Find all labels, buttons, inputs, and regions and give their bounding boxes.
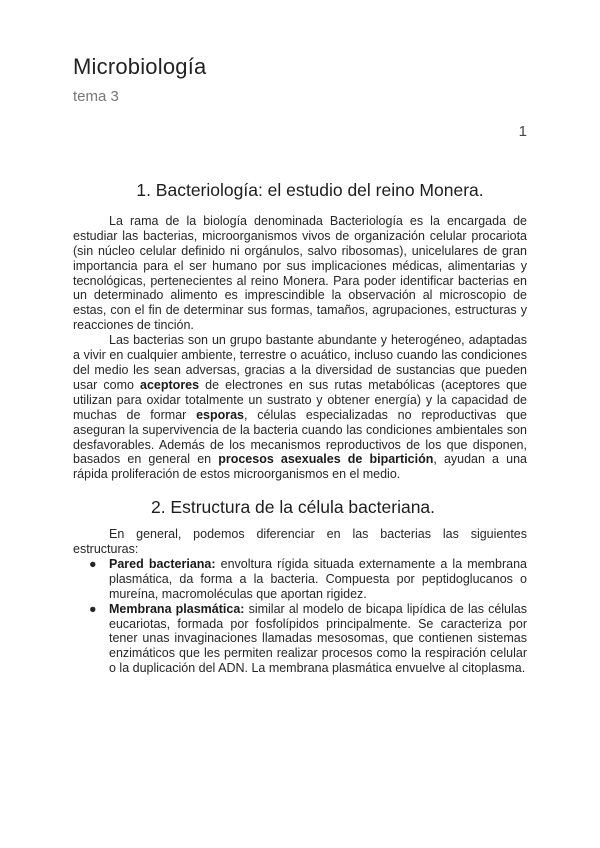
list-item <box>89 601 527 677</box>
document-body <box>73 180 527 676</box>
paragraph-2-text-c: de electrones en sus rutas metabólicas (aceptores que utilizan para oxidar totalmente un sustrato y obtener energía) y la capacidad de muchas de formar <box>73 377 527 422</box>
section-2-intro: En general, podemos diferenciar en las bacterias las siguientes estructuras: <box>73 527 527 557</box>
paragraph-1: La rama de la biología denominada Bacteriología es la encargada de estudiar las bacterias, microorganismos vivos de organización celular procariota (sin núcleo celular definido ni orgánulos, salvo ribosomas), unicelulares de gran importancia para el ser humano por sus implicaciones médicas, alimentarias y tecnológicas, pertenecientes al reino Monera. Para poder identificar bacterias en un determinado alimento es imprescindible la observación al microscopio de estas, con el fin de determinar sus formas, tamaños, agrupaciones, estructuras y reacciones de tinción. <box>73 213 527 333</box>
bold-term-aceptores: aceptores <box>140 377 200 392</box>
structure-list <box>73 557 527 676</box>
list-item-text: similar al modelo de bicapa lipídica de las células eucariotas, formada por fosfolípidos principalmente. Se caracteriza por tener unas invaginaciones llamadas mesosomas, que contienen sistemas enzimáticos que les permiten realizar procesos como la respiración celular o la duplicación del ADN. La membrana plasmática envuelve al citoplasma. <box>109 601 527 676</box>
paragraph-2-text-d: , células especializadas no reproductivas que aseguran la supervivencia de la bacteria cuando las condiciones ambientales son desfavorables. Además de los mecanismos reproductivos de los que disponen, basados en general en <box>73 407 527 467</box>
list-item-term: Pared bacteriana: <box>109 556 216 571</box>
paragraph-2-text-e: , ayudan a una rápida proliferación de estos microorganismos en el medio. <box>73 452 527 482</box>
bold-term-esporas: esporas <box>196 407 245 422</box>
section-heading-1: 1. Bacteriología: el estudio del reino Monera. <box>136 180 484 200</box>
list-item-term: Membrana plasmática: <box>109 601 245 616</box>
page-number: 1 <box>518 123 527 140</box>
bullet-icon: ● <box>89 601 97 616</box>
paragraph-2-text-a: Las bacterias son un grupo bastante abundante y heterogéneo, adaptadas a vivir en cualquier ambiente, terrestre o acuático, incluso cuando las condiciones del medio les sean adversas, gracias a la diversidad de sustancias que pueden usar como <box>73 333 527 392</box>
bullet-icon: ● <box>89 556 97 571</box>
paragraph-2 <box>73 333 527 482</box>
document-subtitle: tema 3 <box>73 88 119 105</box>
bold-term-biparticion: procesos asexuales de bipartición <box>218 452 434 467</box>
list-item <box>89 556 527 602</box>
section-heading-2: 2. Estructura de la célula bacteriana. <box>150 497 436 518</box>
list-item-text: envoltura rígida situada externamente a la membrana plasmática, da forma a la bacteria. Compuesta por peptidoglucanos o mureína, macromoléculas que aportan rigidez. <box>109 556 527 601</box>
document-title: Microbiología <box>73 54 207 79</box>
